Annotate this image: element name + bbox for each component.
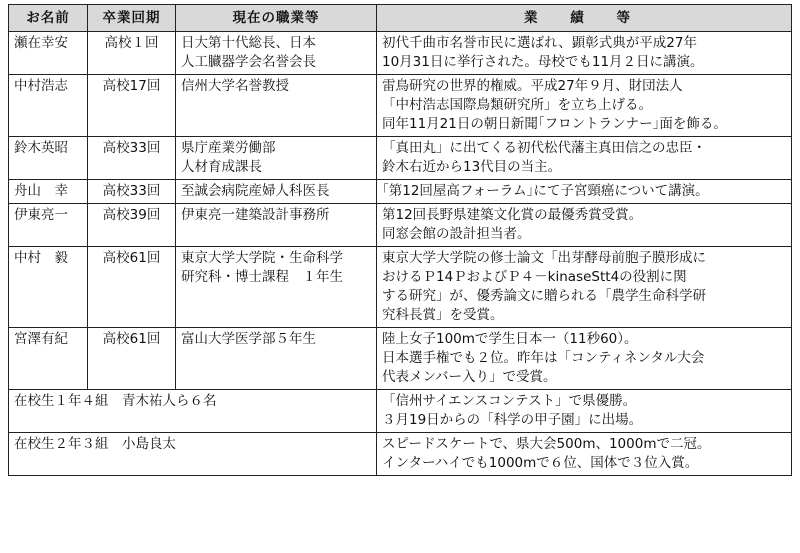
achievement-line: 東京大学大学院の修士論文「出芽酵母前胞子膜形成に xyxy=(382,250,706,266)
header-name: お名前 xyxy=(9,5,88,32)
achievement-line: する研究」が、優秀論文に贈られる「農学生命科学研 xyxy=(382,288,706,304)
table-row xyxy=(9,137,792,180)
cell-name: 鈴木英昭 xyxy=(9,137,88,180)
header-graduation: 卒業回期 xyxy=(88,5,176,32)
cell-achievements xyxy=(377,204,792,247)
achievement-line: 究科長賞」を受賞。 xyxy=(382,307,504,323)
cell-occupation xyxy=(176,75,377,137)
student-row xyxy=(9,390,792,433)
achievement-line: スピードスケートで、県大会500m、1000mで二冠。 xyxy=(382,436,711,452)
achievement-line: 日本選手権でも２位。昨年は「コンティネンタル大会 xyxy=(382,350,705,366)
cell-graduation: 高校17回 xyxy=(88,75,176,137)
cell-graduation: 高校61回 xyxy=(88,328,176,390)
cell-occupation xyxy=(176,328,377,390)
achievement-line: ３月19日からの「科学の甲子園」に出場。 xyxy=(382,412,643,428)
achievement-line: インターハイでも1000mで６位、国体で３位入賞。 xyxy=(382,455,699,471)
cell-achievements xyxy=(377,433,792,476)
occupation-line: 富山大学医学部５年生 xyxy=(181,331,316,347)
cell-occupation xyxy=(176,32,377,75)
occupation-line: 人材育成課長 xyxy=(181,159,262,175)
header-occupation: 現在の職業等 xyxy=(176,5,377,32)
occupation-line: 至誠会病院産婦人科医長 xyxy=(181,183,330,199)
achievement-line: 同年11月21日の朝日新聞｢フロントランナー｣面を飾る。 xyxy=(382,116,727,132)
achievement-line: おけるＰ14ＰおよびＰ４－kinaseStt4の役割に関 xyxy=(382,269,687,285)
cell-graduation: 高校１回 xyxy=(88,32,176,75)
cell-occupation xyxy=(176,137,377,180)
alumni-achievements-table xyxy=(8,4,792,476)
occupation-line: 人工臓器学会名誉会長 xyxy=(181,54,316,70)
achievement-line: 「中村浩志国際鳥類研究所」を立ち上げる。 xyxy=(382,97,652,113)
achievement-line: 同窓会館の設計担当者。 xyxy=(382,226,531,242)
table-row xyxy=(9,75,792,137)
table-row xyxy=(9,247,792,328)
cell-graduation: 高校61回 xyxy=(88,247,176,328)
occupation-line: 東京大学大学院・生命科学 xyxy=(181,250,343,266)
cell-achievements xyxy=(377,137,792,180)
cell-achievements xyxy=(377,390,792,433)
achievement-line: 雷鳥研究の世界的権威。平成27年９月、財団法人 xyxy=(382,78,683,94)
cell-achievements xyxy=(377,247,792,328)
occupation-line: 県庁産業労働部 xyxy=(181,140,276,156)
table-row xyxy=(9,328,792,390)
cell-occupation xyxy=(176,204,377,247)
occupation-line: 研究科・博士課程 １年生 xyxy=(181,269,343,285)
occupation-line: 日大第十代総長、日本 xyxy=(181,35,316,51)
cell-name: 宮澤有紀 xyxy=(9,328,88,390)
cell-occupation xyxy=(176,247,377,328)
cell-achievements xyxy=(377,328,792,390)
cell-achievements xyxy=(377,180,792,204)
cell-name: 中村浩志 xyxy=(9,75,88,137)
cell-graduation: 高校33回 xyxy=(88,180,176,204)
achievement-line: 陸上女子100mで学生日本一（11秒60）。 xyxy=(382,331,638,347)
occupation-line: 信州大学名誉教授 xyxy=(181,78,289,94)
achievement-line: 鈴木右近から13代目の当主。 xyxy=(382,159,562,175)
achievement-line: ｢第12回屋高フォーラム｣にて子宮頸癌について講演。 xyxy=(382,183,709,199)
achievement-line: 「信州サイエンスコンテスト」で県優勝。 xyxy=(382,393,637,409)
cell-name: 瀬在幸安 xyxy=(9,32,88,75)
table-row xyxy=(9,32,792,75)
student-row xyxy=(9,433,792,476)
table-row xyxy=(9,204,792,247)
achievement-line: 初代千曲市名誉市民に選ばれ、顕彰式典が平成27年 xyxy=(382,35,697,51)
header-row xyxy=(9,5,792,32)
cell-name: 伊東亮一 xyxy=(9,204,88,247)
cell-achievements xyxy=(377,75,792,137)
table-row xyxy=(9,180,792,204)
table-body xyxy=(9,32,792,476)
cell-student-label: 在校生２年３組 小島良太 xyxy=(9,433,377,476)
cell-student-label: 在校生１年４組 青木祐人ら６名 xyxy=(9,390,377,433)
cell-achievements xyxy=(377,32,792,75)
cell-graduation: 高校39回 xyxy=(88,204,176,247)
achievement-line: 代表メンバー入り」で受賞。 xyxy=(382,369,557,385)
occupation-line: 伊東亮一建築設計事務所 xyxy=(181,207,330,223)
achievement-line: 第12回長野県建築文化賞の最優秀賞受賞。 xyxy=(382,207,643,223)
cell-occupation xyxy=(176,180,377,204)
cell-graduation: 高校33回 xyxy=(88,137,176,180)
cell-name: 中村 毅 xyxy=(9,247,88,328)
header-achievements: 業 績 等 xyxy=(377,5,792,32)
achievement-line: 10月31日に挙行された。母校でも11月２日に講演。 xyxy=(382,54,704,70)
cell-name: 舟山 幸 xyxy=(9,180,88,204)
achievement-line: 「真田丸」に出てくる初代松代藩主真田信之の忠臣・ xyxy=(382,140,706,156)
